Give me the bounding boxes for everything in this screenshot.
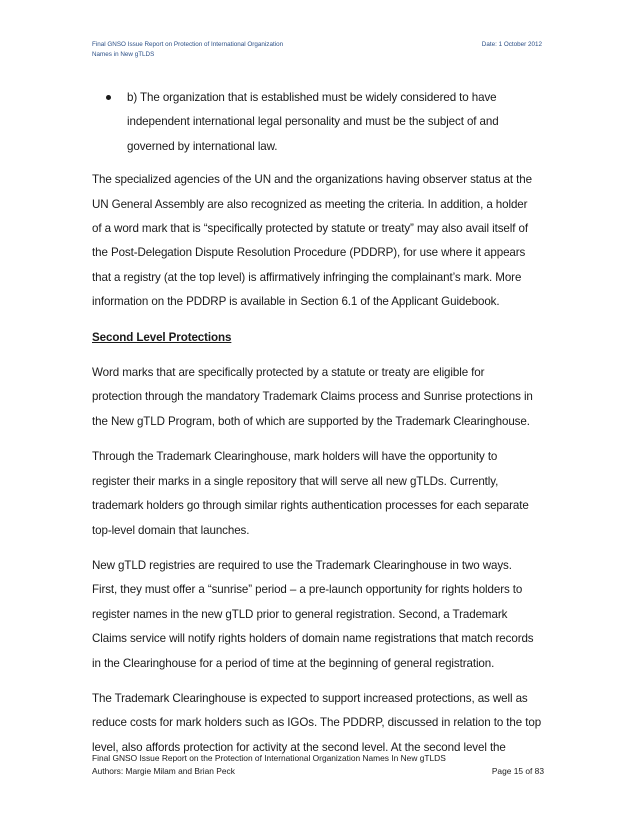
paragraph-line: protection through the mandatory Trademark Claims process and Sunrise protections in — [92, 390, 533, 404]
bullet-line: b) The organization that is established must be widely considered to have — [127, 91, 497, 104]
paragraph — [92, 168, 544, 314]
footer-title: Final GNSO Issue Report on the Protection of International Organization Names In New gTLDS — [92, 753, 446, 763]
page-footer — [92, 752, 544, 777]
paragraph-line: the Post-Delegation Dispute Resolution Procedure (PDDRP), for use where it appears — [92, 246, 526, 260]
header-title-line-1: Final GNSO Issue Report on Protection of International Organization — [92, 41, 284, 48]
paragraph-line: reduce costs for mark holders such as IGOs. The PDDRP, discussed in relation to the top — [92, 716, 542, 730]
bullet-dot-icon — [106, 95, 111, 100]
paragraph — [92, 554, 544, 676]
paragraph-line: information on the PDDRP is available in Section 6.1 of the Applicant Guidebook. — [92, 295, 500, 309]
section-heading: Second Level Protections — [92, 330, 232, 344]
paragraph — [92, 361, 544, 434]
bullet-line: independent international legal personality and must be the subject of and — [127, 115, 499, 129]
paragraph-line: Through the Trademark Clearinghouse, mark holders will have the opportunity to — [92, 450, 498, 464]
paragraph — [92, 445, 544, 543]
paragraph-line: register names in the new gTLD prior to general registration. Second, a Trademark — [92, 607, 508, 621]
paragraph — [92, 687, 544, 760]
document-body — [92, 86, 544, 771]
paragraph-line: that a registry (at the top level) is affirmatively infringing the complainant’s mark. More — [92, 270, 522, 284]
paragraph-line: register their marks in a single repository that will serve all new gTLDs. Currently, — [92, 474, 499, 488]
paragraph-line: The Trademark Clearinghouse is expected to support increased protections, as well as — [92, 691, 528, 705]
header-title-line-2: Names in New gTLDS — [92, 51, 155, 58]
paragraph-line: trademark holders go through similar rights authentication processes for each separate — [92, 499, 529, 513]
paragraph-line: First, they must offer a “sunrise” period – a pre-launch opportunity for rights holders to — [92, 583, 523, 597]
header-date: Date: 1 October 2012 — [481, 41, 542, 48]
paragraph-line: UN General Assembly are also recognized as meeting the criteria. In addition, a holder — [92, 197, 528, 211]
paragraph-line: The specialized agencies of the UN and the organizations having observer status at the — [92, 173, 532, 187]
paragraph-line: the New gTLD Program, both of which are supported by the Trademark Clearinghouse. — [92, 414, 530, 428]
paragraph-line: Word marks that are specifically protected by a statute or treaty are eligible for — [92, 366, 485, 380]
footer-authors: Authors: Margie Milam and Brian Peck — [92, 765, 235, 776]
bullet-line: governed by international law. — [127, 139, 278, 153]
page-header — [92, 40, 542, 60]
paragraph-line: in the Clearinghouse for a period of time at the beginning of general registration. — [92, 656, 495, 670]
bullet-item — [92, 86, 544, 159]
paragraph-line: top-level domain that launches. — [92, 523, 250, 537]
paragraph-line: of a word mark that is “specifically protected by statute or treaty” may also avail itself of — [92, 222, 528, 236]
paragraph-line: level, also affords protection for activity at the second level. At the second level the — [92, 740, 506, 754]
paragraph-line: New gTLD registries are required to use the Trademark Clearinghouse in two ways. — [92, 558, 512, 572]
paragraph-line: Claims service will notify rights holders of domain name registrations that match records — [92, 632, 534, 646]
page-number: Page 15 of 83 — [491, 765, 544, 776]
